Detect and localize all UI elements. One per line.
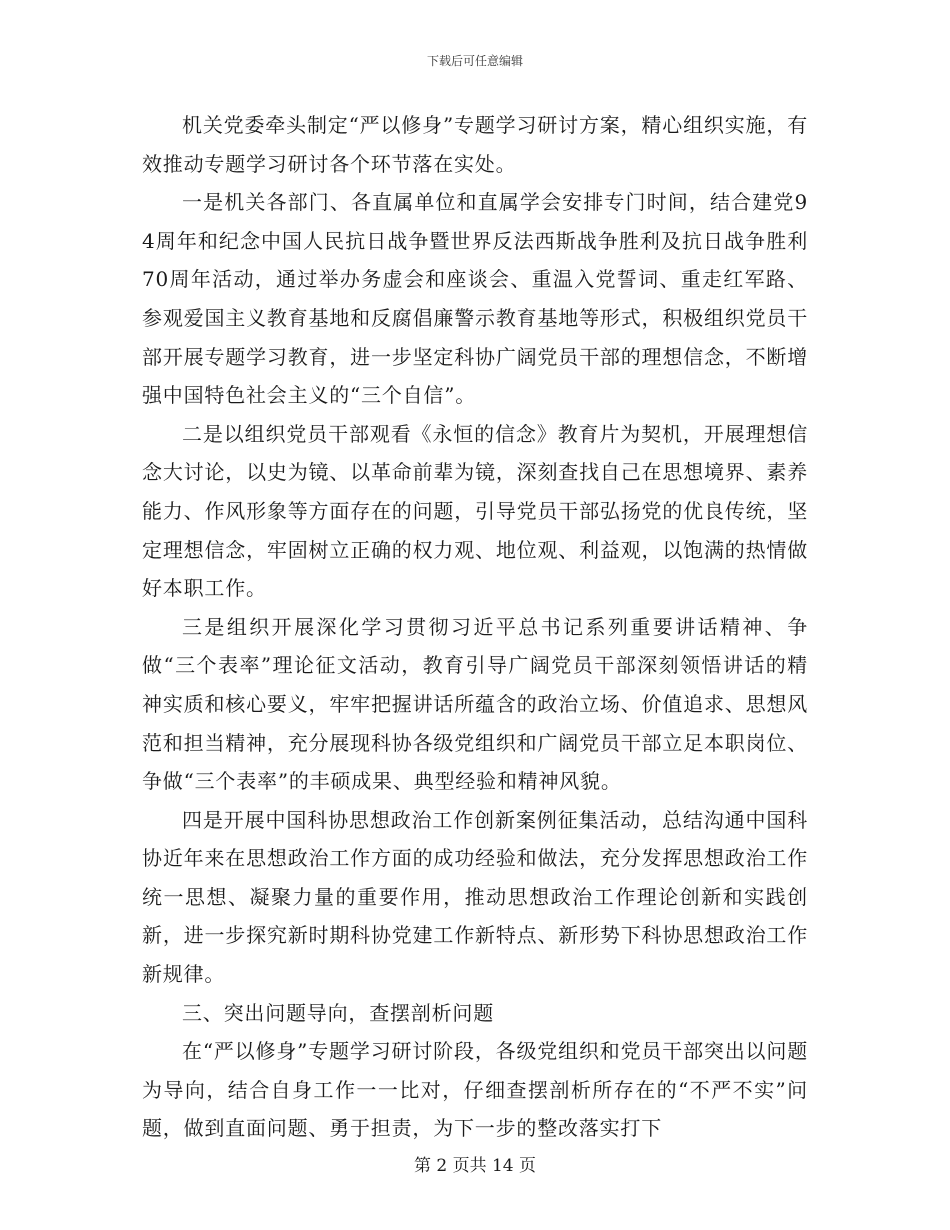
paragraph-intro: 机关党委牵头制定“严以修身”专题学习研讨方案，精心组织实施，有效推动专题学习研讨各个环节落在实处。 (142, 113, 808, 176)
page-header: 下载后可任意编辑 (426, 54, 523, 68)
section-heading: 三、突出问题导向，查摆剖析问题 (182, 1000, 494, 1025)
page-number-footer: 第 2 页共 14 页 (413, 1156, 537, 1176)
paragraph-point-two: 二是以组织党员干部观看《永恒的信念》教育片为契机，开展理想信念大讨论，以史为镜、以革命前辈为镜，深刻查找自己在思想境界、素养能力、作风形象等方面存在的问题，引导党员干部弘扬党的优良传统，坚定理想信念，牢固树立正确的权力观、地位观、利益观，以饱满的热情做好本职工作。 (142, 421, 808, 601)
paragraph-point-one: 一是机关各部门、各直属单位和直属学会安排专门时间，结合建党94周年和纪念中国人民抗日战争暨世界反法西斯战争胜利及抗日战争胜利70周年活动，通过举办务虚会和座谈会、重温入党誓词、重走红军路、参观爱国主义教育基地和反腐倡廉警示教育基地等形式，积极组织党员干部开展专题学习教育，进一步坚定科协广阔党员干部的理想信念，不断增强中国特色社会主义的“三个自信”。 (142, 190, 808, 408)
document-body (142, 106, 808, 1148)
paragraph-point-four: 四是开展中国科协思想政治工作创新案例征集活动，总结沟通中国科协近年来在思想政治工作方面的成功经验和做法，充分发挥思想政治工作统一思想、凝聚力量的重要作用，推动思想政治工作理论创新和实践创新，进一步探究新时期科协党建工作新特点、新形势下科协思想政治工作新规律。 (142, 807, 808, 987)
paragraph-section-body: 在“严以修身”专题学习研讨阶段，各级党组织和党员干部突出以问题为导向，结合自身工作一一比对，仔细查摆剖析所存在的“不严不实”问题，做到直面问题、勇于担责，为下一步的整改落实打下 (142, 1039, 808, 1141)
paragraph-point-three: 三是组织开展深化学习贯彻习近平总书记系列重要讲话精神、争做“三个表率”理论征文活动，教育引导广阔党员干部深刻领悟讲话的精神实质和核心要义，牢牢把握讲话所蕴含的政治立场、价值追求、思想风范和担当精神，充分展现科协各级党组织和广阔党员干部立足本职岗位、争做“三个表率”的丰硕成果、典型经验和精神风貌。 (142, 614, 808, 794)
